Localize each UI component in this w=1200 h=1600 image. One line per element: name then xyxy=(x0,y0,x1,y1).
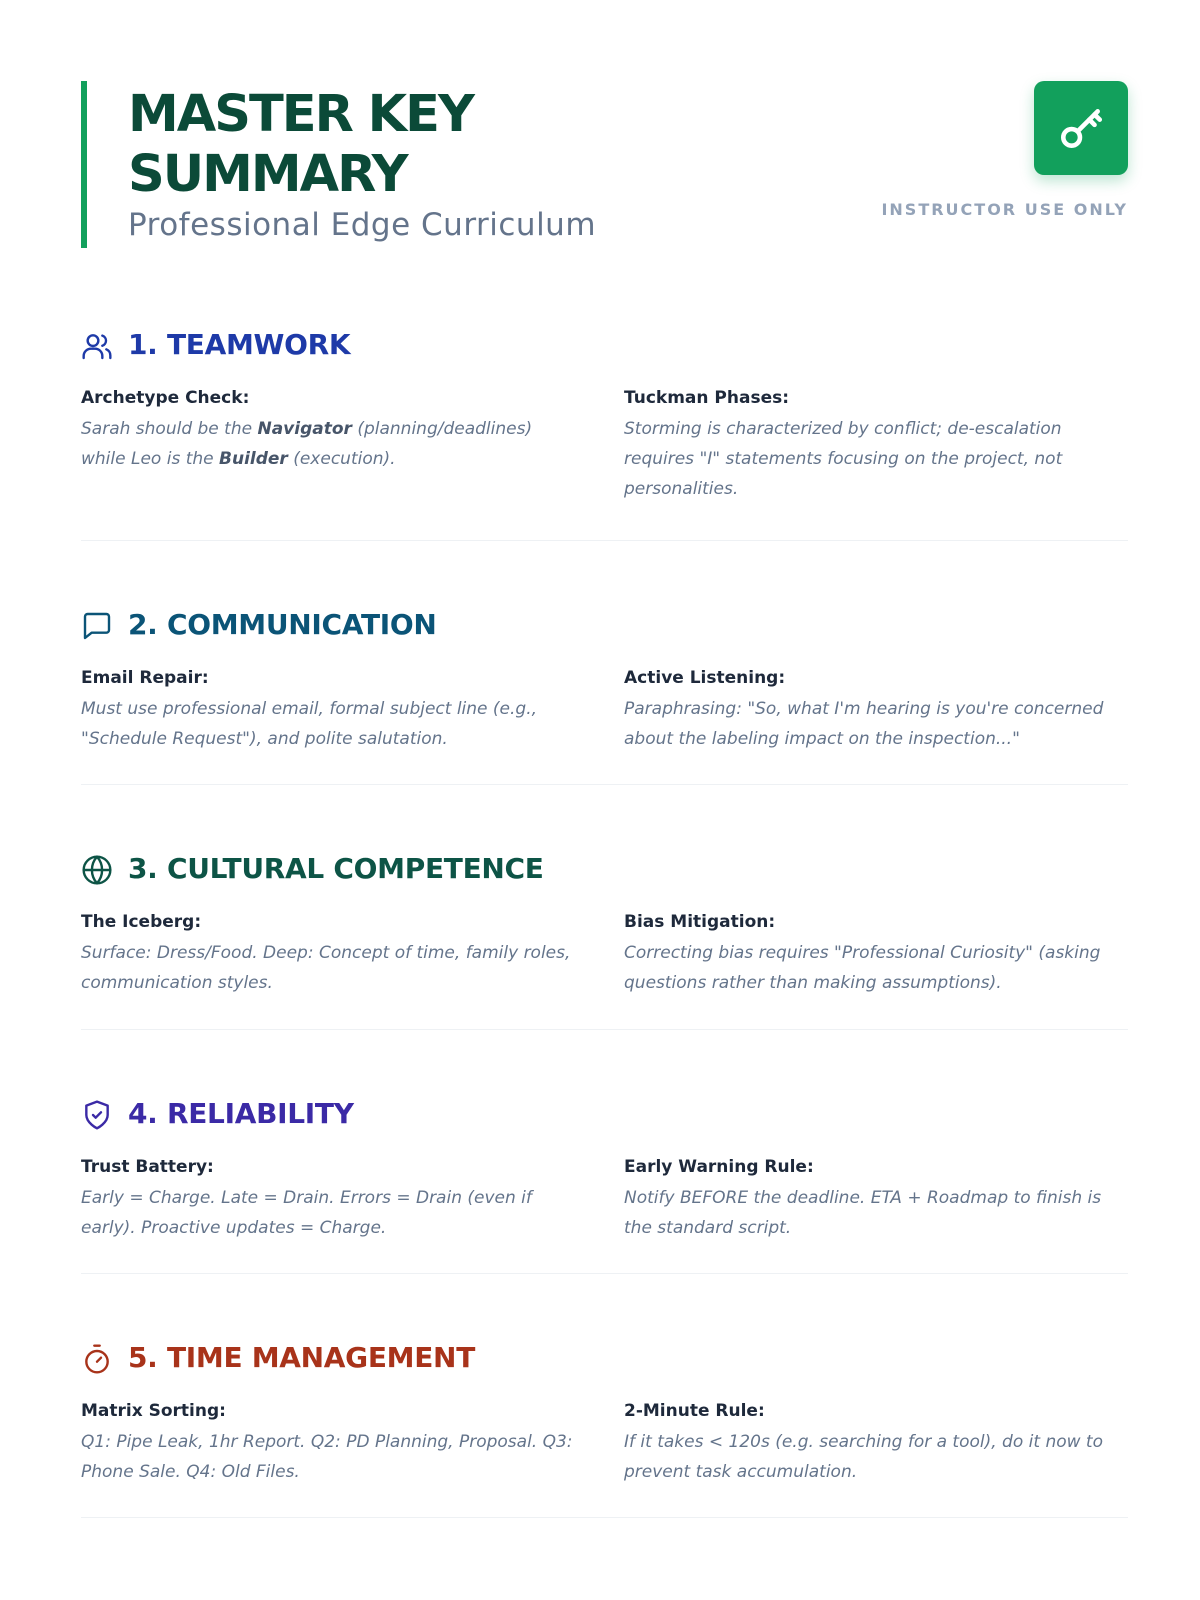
item-label: Early Warning Rule: xyxy=(624,1157,814,1177)
page-title-line-1: MASTER KEY xyxy=(128,85,473,144)
section-title: 3. CULTURAL COMPETENCE xyxy=(128,852,544,885)
section-title: 5. TIME MANAGEMENT xyxy=(128,1341,475,1374)
section-divider xyxy=(81,540,1128,541)
section-header xyxy=(81,606,1128,646)
globe-icon xyxy=(81,854,113,886)
item-label: Tuckman Phases: xyxy=(624,388,790,408)
section-header xyxy=(81,850,1128,890)
section-column-right xyxy=(624,386,1124,504)
key-icon xyxy=(1056,103,1106,153)
shield-check-icon xyxy=(81,1099,113,1131)
page-subtitle: Professional Edge Curriculum xyxy=(128,207,597,243)
item-label: The Iceberg: xyxy=(81,912,202,932)
item-label: Matrix Sorting: xyxy=(81,1401,226,1421)
section-title: 4. RELIABILITY xyxy=(128,1097,354,1130)
item-label: Email Repair: xyxy=(81,668,209,688)
item-text: Paraphrasing: "So, what I'm hearing is you're concerned about the labeling impact on the inspection..." xyxy=(624,699,1104,749)
item-label: Bias Mitigation: xyxy=(624,912,776,932)
emphasis-builder: Builder xyxy=(219,449,288,469)
section-title: 1. TEAMWORK xyxy=(128,328,351,361)
item-text: Q1: Pipe Leak, 1hr Report. Q2: PD Planning, Proposal. Q3: Phone Sale. Q4: Old Files. xyxy=(81,1432,573,1482)
section-divider xyxy=(81,784,1128,785)
section-column-left xyxy=(81,386,581,474)
item-text: If it takes < 120s (e.g. searching for a tool), do it now to prevent task accumulation. xyxy=(624,1432,1103,1482)
emphasis-navigator: Navigator xyxy=(257,419,352,439)
section-column-right xyxy=(624,1399,1124,1487)
item-text: Early = Charge. Late = Drain. Errors = Drain (even if early). Proactive updates = Charge. xyxy=(81,1188,532,1238)
section-column-right xyxy=(624,910,1124,998)
timer-icon xyxy=(81,1343,113,1375)
section-divider xyxy=(81,1273,1128,1274)
section-column-left xyxy=(81,910,581,998)
item-text: Correcting bias requires "Professional Curiosity" (asking questions rather than making assumptions). xyxy=(624,943,1101,993)
section-column-right xyxy=(624,1155,1124,1243)
item-label: Trust Battery: xyxy=(81,1157,214,1177)
section-header xyxy=(81,1339,1128,1379)
section-title: 2. COMMUNICATION xyxy=(128,608,437,641)
item-text: Sarah should be the Navigator (planning/deadlines) while Leo is the Builder (execution). xyxy=(81,419,533,469)
section-column-left xyxy=(81,1155,581,1243)
page-title-line-2: SUMMARY xyxy=(128,145,407,204)
section-header xyxy=(81,1095,1128,1135)
item-label: Active Listening: xyxy=(624,668,786,688)
item-text: Surface: Dress/Food. Deep: Concept of time, family roles, communication styles. xyxy=(81,943,571,993)
item-text: Must use professional email, formal subject line (e.g., "Schedule Request"), and polite salutation. xyxy=(81,699,538,749)
section-divider xyxy=(81,1029,1128,1030)
page-title xyxy=(128,85,828,205)
section-column-left xyxy=(81,1399,581,1487)
item-text: Storming is characterized by conflict; de-escalation requires "I" statements focusing on the project, not personalities. xyxy=(624,419,1063,499)
section-column-right xyxy=(624,666,1124,754)
message-square-icon xyxy=(81,610,113,642)
section-divider xyxy=(81,1517,1128,1518)
key-badge xyxy=(1034,81,1128,175)
section-column-left xyxy=(81,666,581,754)
users-icon xyxy=(81,330,113,362)
item-label: Archetype Check: xyxy=(81,388,250,408)
page xyxy=(81,0,1128,1600)
header-accent-bar xyxy=(81,81,87,248)
header xyxy=(81,81,1128,249)
section-header xyxy=(81,326,1128,366)
item-text: Notify BEFORE the deadline. ETA + Roadmap to finish is the standard script. xyxy=(624,1188,1102,1238)
item-label: 2-Minute Rule: xyxy=(624,1401,765,1421)
instructor-note: INSTRUCTOR USE ONLY xyxy=(881,200,1128,219)
